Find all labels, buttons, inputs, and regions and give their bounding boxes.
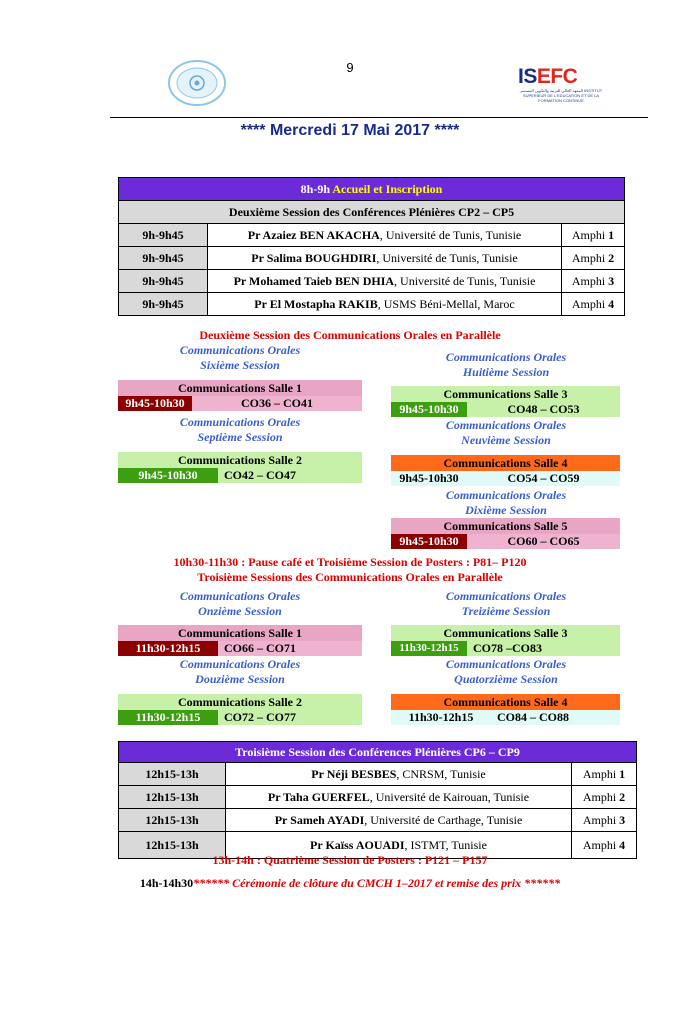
salle-3-block: Communications Salle 3 9h45-10h30 CO48 – CO53 — [391, 386, 620, 417]
table-row: 12h15-13h Pr Néji BESBES, CNRSM, Tunisie Amphi 1 — [119, 763, 637, 786]
table-row: 9h-9h45 Pr Mohamed Taieb BEN DHIA, Université de Tunis, Tunisie Amphi 3 — [119, 270, 625, 293]
poster-session-4: 13h-14h : Quatrième Session de Posters : P121 – P157 — [212, 853, 488, 867]
table-row: 12h15-13h Pr Sameh AYADI, Université de Carthage, Tunisie Amphi 3 — [119, 809, 637, 832]
plenary-table-2 — [118, 741, 637, 859]
salle-4-block-s3: Communications Salle 4 11h30-12h15 CO84 – CO88 — [391, 694, 620, 725]
label-neuvieme: Communications Orales Neuvième Session — [445, 418, 567, 447]
isefc-logo-subtitle: المعهد العالي للتربية والتكوين المستمر INSTITUT SUPERIEUR DE L'EDUCATION ET DE LA FORMATION CONTINUE — [519, 88, 603, 103]
label-septieme: Communications Orales Septième Session — [179, 415, 301, 444]
session-title: Deuxième Session des Conférences Plénières CP2 – CP5 — [119, 201, 625, 224]
institution-seal-logo — [166, 58, 228, 108]
oral-session-3-title: Troisième Sessions des Communications Orales en Parallèle — [197, 570, 503, 584]
label-douzieme: Communications Orales Douzième Session — [179, 657, 301, 686]
table-row: 12h15-13h Pr Kaïss AOUADI, ISTMT, Tunisie Amphi 4 — [119, 832, 637, 859]
label-quatorzieme: Communications Orales Quatorzième Session — [445, 657, 567, 686]
table-row: 9h-9h45 Pr El Mostapha RAKIB, USMS Béni-Mellal, Maroc Amphi 4 — [119, 293, 625, 316]
salle-1-block-s3: Communications Salle 1 11h30-12h15 CO66 – CO71 — [118, 625, 362, 656]
label-dixieme: Communications Orales Dixième Session — [445, 488, 567, 517]
page-number: 9 — [346, 60, 354, 75]
label-sixieme: Communications Orales Sixième Session — [179, 343, 301, 372]
isefc-logo: ISEFC المعهد العالي للتربية والتكوين المستمر INSTITUT SUPERIEUR DE L'EDUCATION ET DE LA FORMATION CONTINUE — [518, 65, 603, 103]
salle-2-block: Communications Salle 2 9h45-10h30 CO42 – CO47 — [118, 452, 362, 483]
table-row: 9h-9h45 Pr Azaiez BEN AKACHA, Université de Tunis, Tunisie Amphi 1 — [119, 224, 625, 247]
label-onzieme: Communications Orales Onzième Session — [179, 589, 301, 618]
salle-3-block-s3: Communications Salle 3 11h30-12h15 CO78 –CO83 — [391, 625, 620, 656]
salle-2-block-s3: Communications Salle 2 11h30-12h15 CO72 – CO77 — [118, 694, 362, 725]
salle-5-block: Communications Salle 5 9h45-10h30 CO60 – CO65 — [391, 518, 620, 549]
table-row: 9h-9h45 Pr Salima BOUGHDIRI, Université de Tunis, Tunisie Amphi 2 — [119, 247, 625, 270]
oral-session-2-title: Deuxième Session des Communications Orales en Parallèle — [199, 328, 501, 342]
date-heading: **** Mercredi 17 Mai 2017 **** — [240, 122, 460, 139]
salle-4-block: Communications Salle 4 9h45-10h30 CO54 – CO59 — [391, 455, 620, 486]
welcome-row: 8h-9h Accueil et Inscription — [119, 178, 625, 201]
plenary-table-1 — [118, 177, 625, 316]
closing-line: 14h-14h30****** Cérémonie de clôture du CMCH 1–2017 et remise des prix ****** — [139, 876, 561, 890]
session-title-2: Troisième Session des Conférences Plénières CP6 – CP9 — [119, 742, 637, 763]
label-huitieme: Communications Orales Huitième Session — [445, 350, 567, 379]
pause-poster-3: 10h30-11h30 : Pause café et Troisième Session de Posters : P81– P120 — [173, 555, 527, 569]
salle-1-block: Communications Salle 1 9h45-10h30 CO36 – CO41 — [118, 380, 362, 411]
table-row: 12h15-13h Pr Taha GUERFEL, Université de Kairouan, Tunisie Amphi 2 — [119, 786, 637, 809]
header-divider — [110, 117, 648, 118]
label-treizieme: Communications Orales Treizième Session — [445, 589, 567, 618]
